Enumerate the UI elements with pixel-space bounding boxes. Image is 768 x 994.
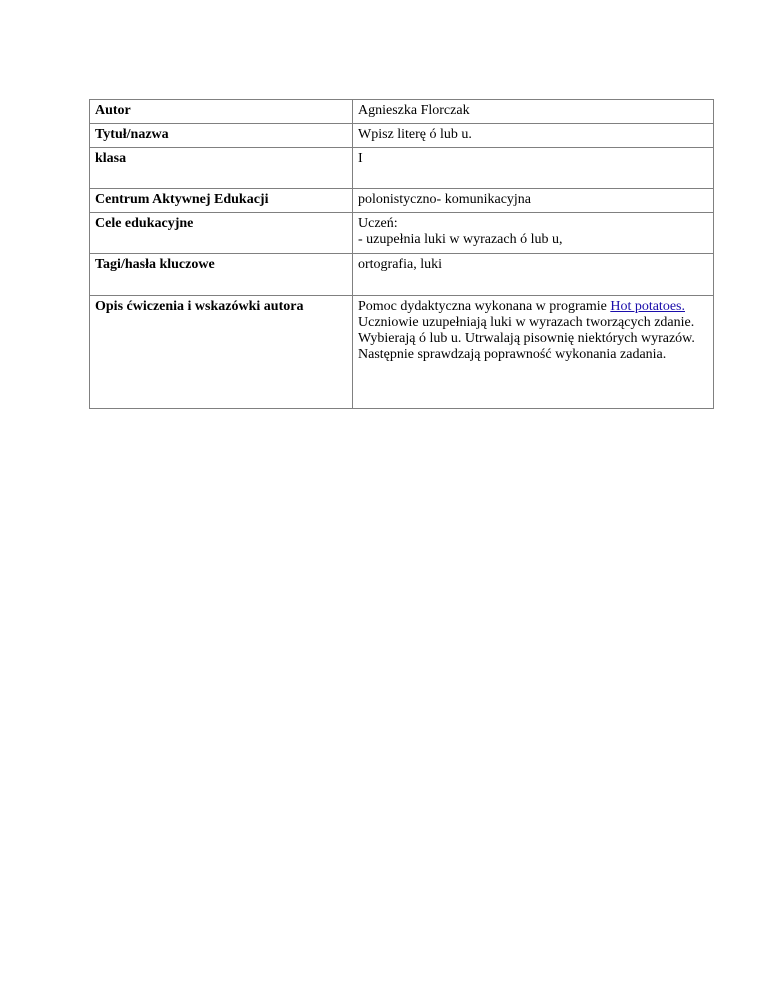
label-opis: Opis ćwiczenia i wskazówki autora (90, 296, 353, 409)
label-centrum: Centrum Aktywnej Edukacji (90, 189, 353, 213)
label-autor: Autor (90, 100, 353, 124)
table-row-klasa (90, 148, 714, 189)
value-opis (353, 296, 714, 409)
opis-text-before-link: Pomoc dydaktyczna wykonana w programie (358, 299, 611, 314)
table-row-autor (90, 100, 714, 124)
value-tagi: ortografia, luki (353, 254, 714, 296)
table-row-opis (90, 296, 714, 409)
value-centrum: polonistyczno- komunikacyjna (353, 189, 714, 213)
table-row-centrum (90, 189, 714, 213)
table-row-cele (90, 213, 714, 254)
label-tytul: Tytuł/nazwa (90, 124, 353, 148)
label-tagi: Tagi/hasła kluczowe (90, 254, 353, 296)
value-cele (353, 213, 714, 254)
label-cele: Cele edukacyjne (90, 213, 353, 254)
table-row-tytul (90, 124, 714, 148)
opis-text-after: Uczniowie uzupełniają luki w wyrazach tworzących zdanie. Wybierają ó lub u. Utrwalają pisownię niektórych wyrazów. Następnie sprawdzają poprawność wykonania zadania. (358, 315, 695, 362)
value-autor: Agnieszka Florczak (353, 100, 714, 124)
table-row-tagi (90, 254, 714, 296)
label-klasa: klasa (90, 148, 353, 189)
cele-line-1: Uczeń: (358, 216, 398, 231)
metadata-table (89, 99, 714, 409)
hot-potatoes-link[interactable]: Hot potatoes. (610, 299, 685, 314)
value-klasa: I (353, 148, 714, 189)
value-tytul: Wpisz literę ó lub u. (353, 124, 714, 148)
cele-line-2: - uzupełnia luki w wyrazach ó lub u, (358, 232, 563, 247)
